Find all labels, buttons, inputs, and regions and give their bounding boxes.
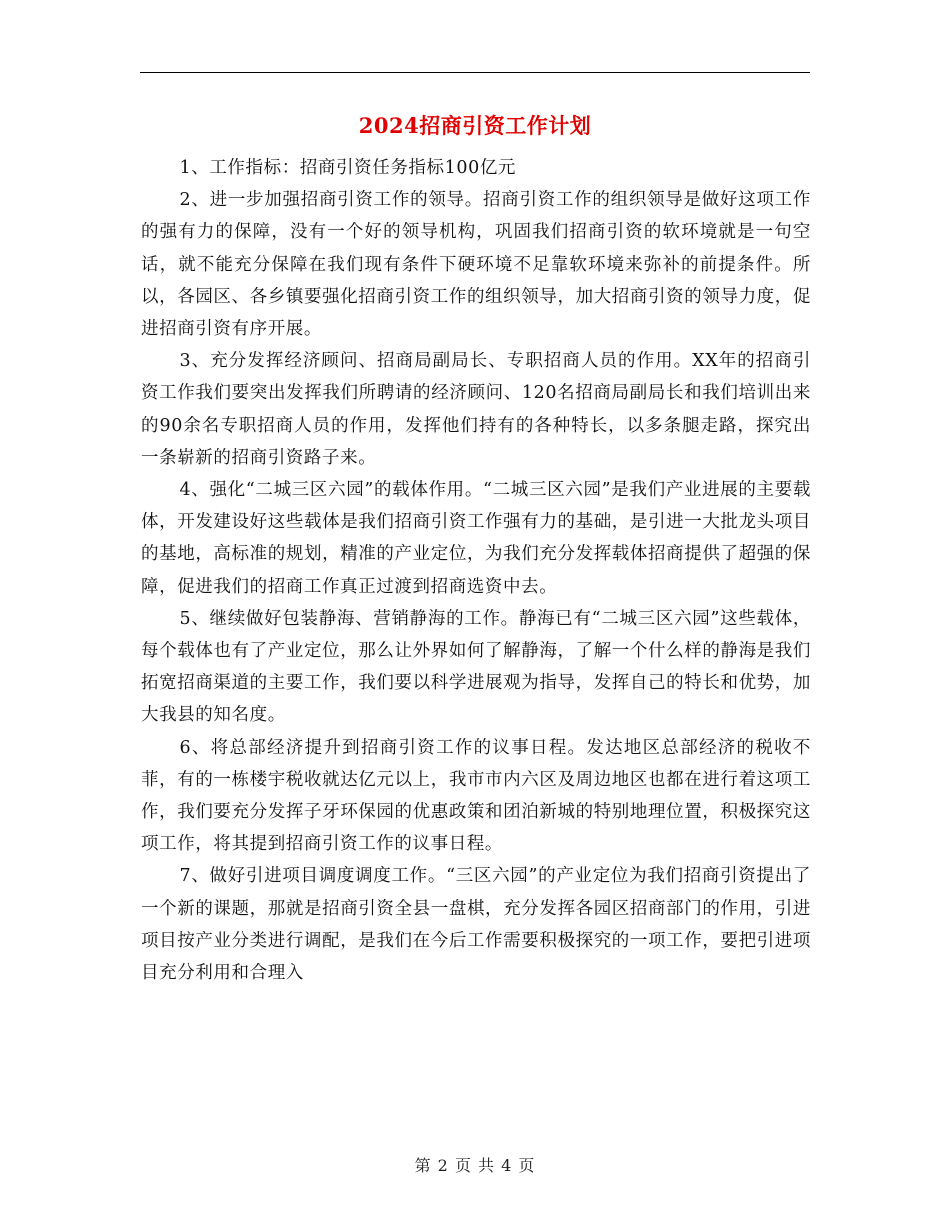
page-number-footer: 第 2 页 共 4 页 [414,1156,536,1175]
document-title: 2024招商引资工作计划 [358,113,592,138]
document-body [141,152,811,989]
paragraph-4: 4、强化“二城三区六园”的载体作用。“二城三区六园”是我们产业进展的主要载体，开发建设好这些载体是我们招商引资工作强有力的基础，是引进一大批龙头项目的基地，高标准的规划，精准的产业定位，为我们充分发挥载体招商提供了超强的保障，促进我们的招商工作真正过渡到招商选资中去。 [141,480,811,597]
paragraph-6: 6、将总部经济提升到招商引资工作的议事日程。发达地区总部经济的税收不菲，有的一栋楼宇税收就达亿元以上，我市市内六区及周边地区也都在进行着这项工作，我们要充分发挥子牙环保园的优惠政策和团泊新城的特别地理位置，积极探究这项工作，将其提到招商引资工作的议事日程。 [141,737,811,855]
paragraph-2: 2、进一步加强招商引资工作的领导。招商引资工作的组织领导是做好这项工作的强有力的保障，没有一个好的领导机构，巩固我们招商引资的软环境就是一句空话，就不能充分保障在我们现有条件下硬环境不足靠软环境来弥补的前提条件。所以，各园区、各乡镇要强化招商引资工作的组织领导，加大招商引资的领导力度，促进招商引资有序开展。 [141,190,811,340]
paragraph-1: 1、工作指标：招商引资任务指标100亿元 [179,158,517,178]
paragraph-5: 5、继续做好包装静海、营销静海的工作。静海已有“二城三区六园”这些载体，每个载体也有了产业定位，那么让外界如何了解静海，了解一个什么样的静海是我们拓宽招商渠道的主要工作，我们要以科学进展观为指导，发挥自己的特长和优势，加大我县的知名度。 [141,608,811,726]
paragraph-3: 3、充分发挥经济顾问、招商局副局长、专职招商人员的作用。XX年的招商引资工作我们要突出发挥我们所聘请的经济顾问、120名招商局副局长和我们培训出来的90余名专职招商人员的作用，发挥他们持有的各种特长，以多条腿走路，探究出一条崭新的招商引资路子来。 [141,351,811,468]
header-rule [140,72,810,73]
paragraph-7: 7、做好引进项目调度调度工作。“三区六园”的产业定位为我们招商引资提出了一个新的课题，那就是招商引资全县一盘棋，充分发挥各园区招商部门的作用，引进项目按产业分类进行调配，是我们在今后工作需要积极探究的一项工作，要把引进项目充分利用和合理入 [141,866,811,984]
